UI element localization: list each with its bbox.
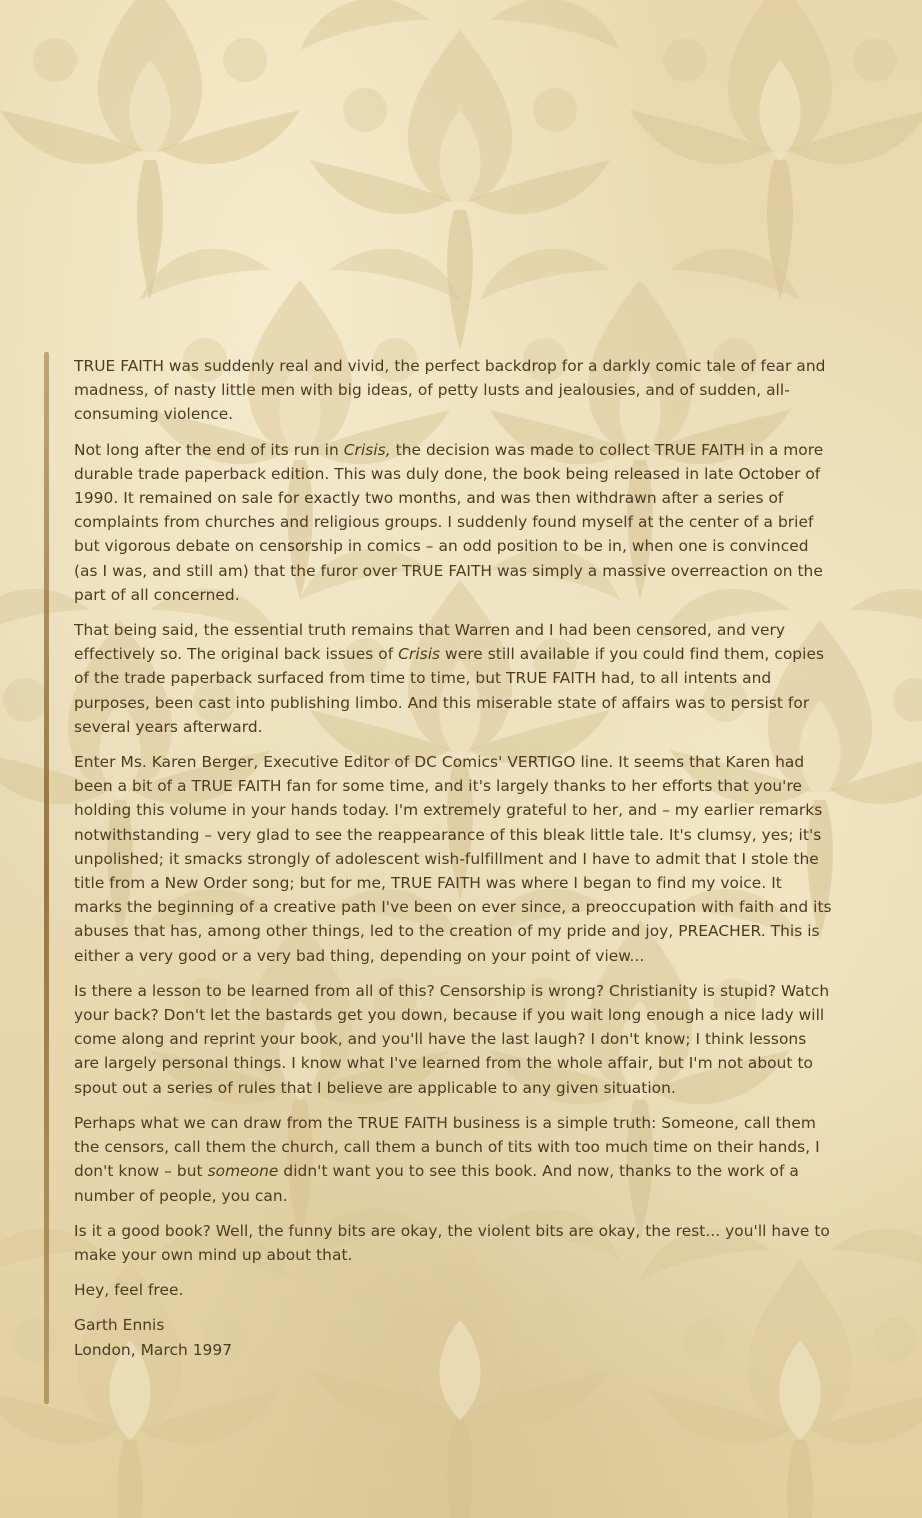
crisis-title-2: Crisis <box>398 645 441 664</box>
crisis-title: Crisis, <box>343 440 391 459</box>
paragraph-5: Is there a lesson to be learned from all of this? Censorship is wrong? Christianity is stupid? Watch your back? Don't let the bastards get you down, because if you wait long enough a nice lady will come along and reprint your book, and you'll have the last laugh? I don't know; I think lessons are largely personal things. I know what I've learned from the whole affair, but I'm not about to spout out a series of rules that I believe are applicable to any given situation. <box>74 981 830 1097</box>
someone-emphasis: someone <box>207 1162 279 1181</box>
paragraph-8: Hey, feel free. <box>74 1281 184 1300</box>
author-name: Garth Ennis <box>74 1316 165 1335</box>
signature <box>74 1313 834 1361</box>
paragraph-6-rest: didn't want you to see this book. And now, thanks to the work of a number of people, you can. <box>74 1162 799 1205</box>
paragraph-3-rest: were still available if you could find them, copies of the trade paperback surfaced from time to time, but TRUE FAITH had, to all intents and purposes, been cast into publishing limbo. And this miserable state of affairs was to persist for several years afterward. <box>74 645 825 736</box>
left-edge-rule <box>44 352 49 1404</box>
paragraph-2-rest: the decision was made to collect TRUE FAITH in a more durable trade paperback edition. This was duly done, the book being released in late October of 1990. It remained on sale for exactly two months, and was then withdrawn after a series of complaints from churches and religious groups. I suddenly found myself at the center of a brief but vigorous debate on censorship in comics – an odd position to be in, when one is convinced (as I was, and still am) that the furor over TRUE FAITH was simply a massive overreaction on the part of all concerned. <box>74 440 824 604</box>
paragraph-1: TRUE FAITH was suddenly real and vivid, the perfect backdrop for a darkly comic tale of fear and madness, of nasty little men with big ideas, of petty lusts and jealousies, and of sudden, all-consuming violence. <box>74 357 826 424</box>
paragraph-4: Enter Ms. Karen Berger, Executive Editor of DC Comics' VERTIGO line. It seems that Karen had been a bit of a TRUE FAITH fan for some time, and it's largely thanks to her efforts that you're holding this volume in your hands today. I'm extremely grateful to her, and – my earlier remarks notwithstanding – very glad to see the reappearance of this bleak little tale. It's clumsy, yes; it's unpolished; it smacks strongly of adolescent wish-fulfillment and I have to admit that I stole the title from a New Order song; but for me, TRUE FAITH was where I began to find my voice. It marks the beginning of a creative path I've been on ever since, a preoccupation with faith and its abuses that has, among other things, led to the creation of my pride and joy, PREACHER. This is either a very good or a very bad thing, depending on your point of view... <box>74 753 832 965</box>
paragraph-3-start: That being said, the essential truth remains that Warren and I had been censored, and very effectively so. The original back issues of <box>74 621 786 664</box>
paragraph-2-start: Not long after the end of its run in <box>74 440 344 459</box>
paragraph-6-start: Perhaps what we can draw from the TRUE FAITH business is a simple truth: Someone, call them the censors, call them the church, call them a bunch of tits with too much time on their hands, I don't know – but <box>74 1113 820 1181</box>
paragraph-6 <box>74 1111 834 1208</box>
paragraph-3 <box>74 618 834 739</box>
paragraph-2 <box>74 438 834 607</box>
place-date: London, March 1997 <box>74 1340 233 1359</box>
essay-text <box>74 354 834 1362</box>
paragraph-7: Is it a good book? Well, the funny bits are okay, the violent bits are okay, the rest... you'll have to make your own mind up about that. <box>74 1221 830 1264</box>
